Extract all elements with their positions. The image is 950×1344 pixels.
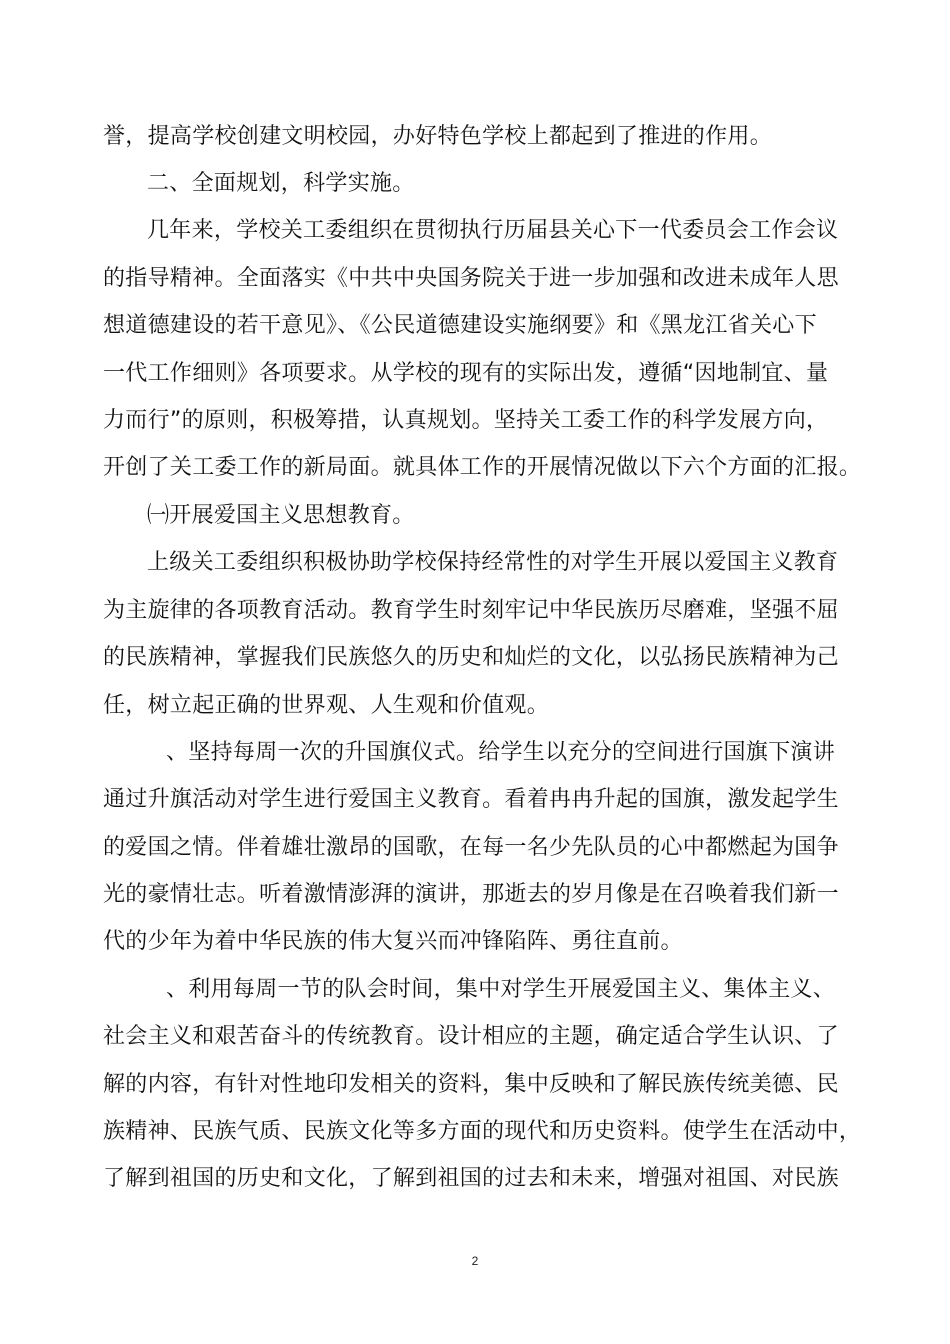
text-line: 、利用每周一节的队会时间，集中对学生开展爱国主义、集体主义、 [166,977,836,1002]
text-line: 任，树立起正确的世界观、人生观和价值观。 [103,693,550,718]
text-line: 誉，提高学校创建文明校园，办好特色学校上都起到了推进的作用。 [103,124,773,149]
text-line: 代的少年为着中华民族的伟大复兴而冲锋陷阵、勇往直前。 [103,929,683,954]
text-line: 解的内容，有针对性地印发相关的资料，集中反映和了解民族传统美德、民 [103,1072,839,1097]
section-heading: 二、全面规划，科学实施。 [147,171,415,196]
text-line: 几年来，学校关工委组织在贯彻执行历届县关心下一代委员会工作会议 [147,218,839,243]
text-line: 、坚持每周一次的升国旗仪式。给学生以充分的空间进行国旗下演讲 [166,740,836,765]
text-line: 光的豪情壮志。听着激情澎湃的演讲，那逝去的岁月像是在召唤着我们新一 [103,882,839,907]
text-line: 为主旋律的各项教育活动。教育学生时刻牢记中华民族历尽磨难，坚强不屈 [103,598,839,623]
text-line: 的爱国之情。伴着雄壮激昂的国歌，在每一名少先队员的心中都燃起为国争 [103,835,839,860]
text-line: 了解到祖国的历史和文化，了解到祖国的过去和未来，增强对祖国、对民族 [103,1166,839,1191]
text-line: 通过升旗活动对学生进行爱国主义教育。看着冉冉升起的国旗，激发起学生 [103,787,839,812]
text-line: 族精神、民族气质、民族文化等多方面的现代和历史资料。使学生在活动中， [103,1119,862,1144]
text-line: 一代工作细则》各项要求。从学校的现有的实际出发，遵循“因地制宜、量 [103,361,829,386]
page-number: 2 [471,1254,479,1268]
text-line: 社会主义和艰苦奋斗的传统教育。设计相应的主题，确定适合学生认识、了 [103,1024,839,1049]
text-line: 上级关工委组织积极协助学校保持经常性的对学生开展以爱国主义教育 [147,550,839,575]
subsection-heading: ㈠开展爱国主义思想教育。 [147,503,415,528]
text-line: 开创了关工委工作的新局面。就具体工作的开展情况做以下六个方面的汇报。 [103,455,862,480]
text-line: 想道德建设的若干意见》、《公民道德建设实施纲要》和《黑龙江省关心下 [103,313,817,338]
text-line: 的指导精神。全面落实《中共中央国务院关于进一步加强和改进未成年人思 [103,266,839,291]
text-line: 的民族精神，掌握我们民族悠久的历史和灿烂的文化，以弘扬民族精神为己 [103,645,839,670]
text-line: 力而行”的原则，积极筹措，认真规划。坚持关工委工作的科学发展方向， [103,408,829,433]
